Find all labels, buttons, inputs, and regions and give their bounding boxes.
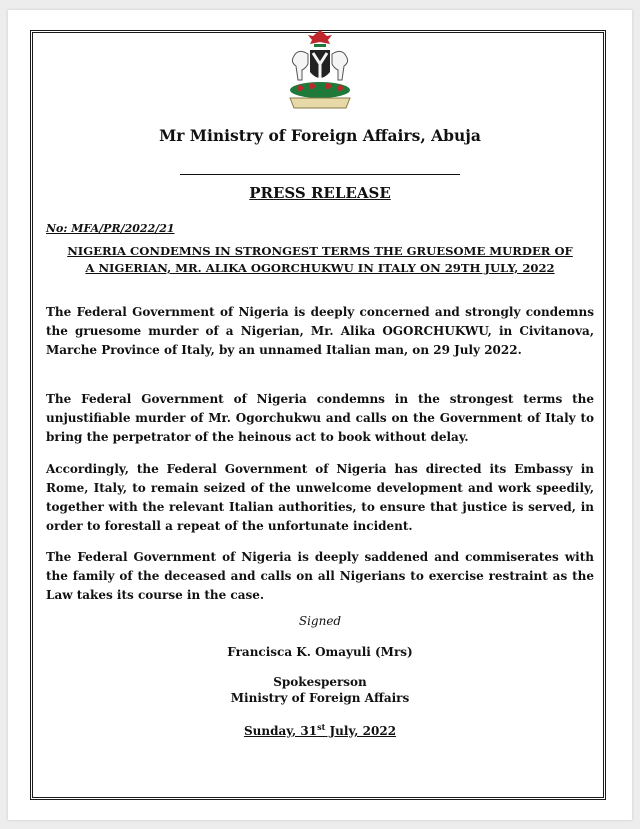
signer-name: Francisca K. Omayuli (Mrs) [227, 645, 413, 659]
date-prefix: Sunday, 31 [243, 724, 318, 738]
date-ordinal: st [317, 722, 326, 732]
title-divider [180, 174, 460, 175]
coat-of-arms-icon [280, 26, 360, 118]
body-paragraph-3: Accordingly, the Federal Government of Nigeria has directed its Embassy in Rome, Italy, to remain seized of the unwelcome development and work speedily, together with the relevant Italian authorities, to ensure that justice is served, in order to forestall a repeat of the unfortunate incident. [46, 462, 594, 533]
date-rest: July, 2022 [325, 724, 397, 738]
signed-label: Signed [298, 614, 342, 628]
ministry-title: Mr Ministry of Foreign Affairs, Abuja [159, 126, 481, 145]
signer-office: Ministry of Foreign Affairs [230, 691, 410, 705]
headline-line-2: A NIGERIAN, MR. ALIKA OGORCHUKWU IN ITALY ON 29TH JULY, 2022 [85, 261, 555, 275]
body-paragraph-1: The Federal Government of Nigeria is deeply concerned and strongly condemns the gruesome murder of a Nigerian, Mr. Alika OGORCHUKWU, in Civitanova, Marche Province of Italy, by an unnamed Italian man, on 29 July 2022. [46, 305, 594, 357]
body-paragraph-2: The Federal Government of Nigeria condemns in the strongest terms the unjustifiable murder of Mr. Ogorchukwu and calls on the Government of Italy to bring the perpetrator of the heinous act to book without delay. [46, 392, 594, 444]
body-paragraph-4: The Federal Government of Nigeria is deeply saddened and commiserates with the family of the deceased and calls on all Nigerians to exercise restraint as the Law takes its course in the case. [46, 550, 594, 602]
press-release-heading: PRESS RELEASE [249, 184, 391, 202]
reference-number: No: MFA/PR/2022/21 [46, 222, 175, 235]
release-date [0, 722, 640, 738]
headline-line-1: NIGERIA CONDEMNS IN STRONGEST TERMS THE GRUESOME MURDER OF [67, 244, 573, 258]
signer-title: Spokesperson [273, 675, 367, 689]
headline [44, 243, 596, 277]
